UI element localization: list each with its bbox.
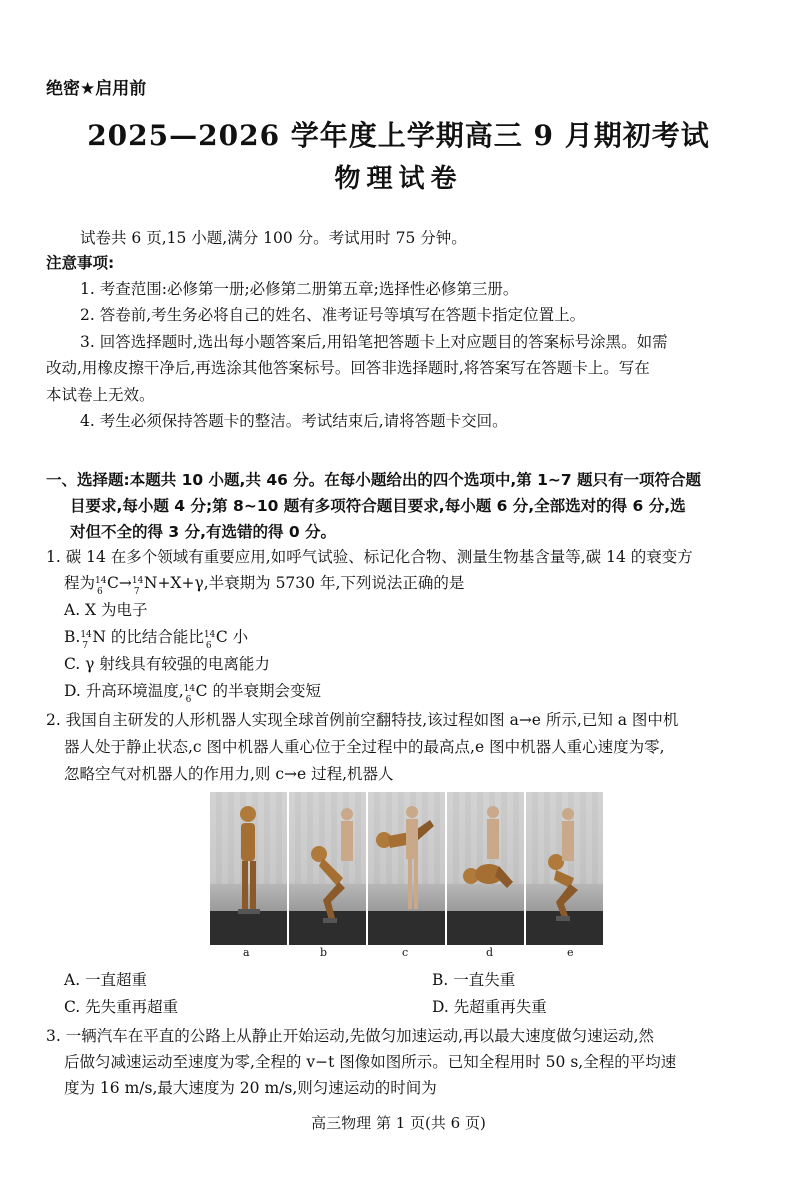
caption-a: a: [243, 946, 250, 959]
q1-stem-line-1: 1. 碳 14 在多个领域有重要应用,如呼气试验、标记化合物、测量生物基含量等,碳 14 的衰变方: [46, 548, 693, 566]
section-heading-line-2: 目要求,每小题 4 分;第 8~10 题有多项符合题目要求,每小题 6 分,全部选对的得 6 分,选: [70, 497, 686, 515]
notice-item-3-cont2: 本试卷上无效。: [46, 386, 155, 404]
robot-tuck-icon: [447, 792, 524, 945]
notice-item-2: 2. 答卷前,考生务必将自己的姓名、准考证号等填写在答题卡指定位置上。: [80, 306, 586, 324]
q1-option-a: A. X 为电子: [64, 601, 148, 619]
q1-option-d: D. 升高环境温度, 14 6 C 的半衰期会变短: [64, 682, 321, 705]
robot-standing-icon: [210, 792, 287, 945]
confidential-mark: 绝密★启用前: [46, 79, 147, 99]
exam-intro: 试卷共 6 页,15 小题,满分 100 分。考试用时 75 分钟。: [80, 229, 467, 247]
q1-option-b: B. 14 7 N 的比结合能比 14 6 C 小: [64, 628, 249, 651]
caption-b: b: [320, 946, 328, 959]
q1-option-c: C. γ 射线具有较强的电离能力: [64, 655, 270, 673]
robot-panel-d: [447, 792, 524, 945]
caption-d: d: [486, 946, 494, 959]
q2-option-d: D. 先超重再失重: [432, 998, 547, 1016]
q3-stem-line-3: 度为 16 m/s,最大速度为 20 m/s,则匀速运动的时间为: [64, 1079, 437, 1097]
robot-flip-figure: [210, 792, 603, 945]
q2-option-c: C. 先失重再超重: [64, 998, 179, 1016]
page-footer: 高三物理 第 1 页(共 6 页): [311, 1114, 486, 1132]
caption-e: e: [567, 946, 574, 959]
notice-heading: 注意事项:: [46, 254, 115, 272]
robot-panel-b: [289, 792, 366, 945]
caption-c: c: [402, 946, 409, 959]
section-heading-line-3: 对但不全的得 3 分,有选错的得 0 分。: [70, 523, 337, 541]
q2-option-b: B. 一直失重: [432, 971, 516, 989]
exam-title: 2025—2026 学年度上学期高三 9 月期初考试: [87, 119, 710, 152]
q1-stem-line-2: 程为 14 6 C→ 14 7 N+X+γ,半衰期为 5730 年,下列说法正确的是: [64, 574, 465, 597]
exam-subtitle: 物理试卷: [334, 164, 463, 194]
notice-item-4: 4. 考生必须保持答题卡的整洁。考试结束后,请将答题卡交回。: [80, 412, 508, 430]
robot-airborne-icon: [368, 792, 445, 945]
robot-landing-icon: [526, 792, 603, 945]
q3-stem-line-1: 3. 一辆汽车在平直的公路上从静止开始运动,先做匀加速运动,再以最大速度做匀速运动,然: [46, 1027, 654, 1045]
notice-item-1: 1. 考查范围:必修第一册;必修第二册第五章;选择性必修第三册。: [80, 280, 519, 298]
robot-panel-c: [368, 792, 445, 945]
notice-item-3-cont1: 改动,用橡皮擦干净后,再选涂其他答案标号。回答非选择题时,将答案写在答题卡上。写在: [46, 359, 650, 377]
notice-item-3: 3. 回答选择题时,选出每小题答案后,用铅笔把答题卡上对应题目的答案标号涂黑。如需: [80, 333, 668, 351]
q2-stem-line-2: 器人处于静止状态,c 图中机器人重心位于全过程中的最高点,e 图中机器人重心速度为零,: [64, 738, 665, 756]
robot-crouch-icon: [289, 792, 366, 945]
q2-stem-line-1: 2. 我国自主研发的人形机器人实现全球首例前空翻特技,该过程如图 a→e 所示,已知 a 图中机: [46, 711, 679, 729]
robot-panel-a: [210, 792, 287, 945]
q3-stem-line-2: 后做匀减速运动至速度为零,全程的 v−t 图像如图所示。已知全程用时 50 s,全程的平均速: [64, 1053, 677, 1071]
q2-option-a: A. 一直超重: [64, 971, 148, 989]
q2-stem-line-3: 忽略空气对机器人的作用力,则 c→e 过程,机器人: [64, 765, 394, 783]
section-heading-line-1: 一、选择题:本题共 10 小题,共 46 分。在每小题给出的四个选项中,第 1~7 题只有一项符合题: [46, 471, 702, 489]
robot-panel-e: [526, 792, 603, 945]
c14-isotope: 14 6: [95, 576, 107, 597]
n14-isotope: 14 7: [131, 576, 144, 597]
